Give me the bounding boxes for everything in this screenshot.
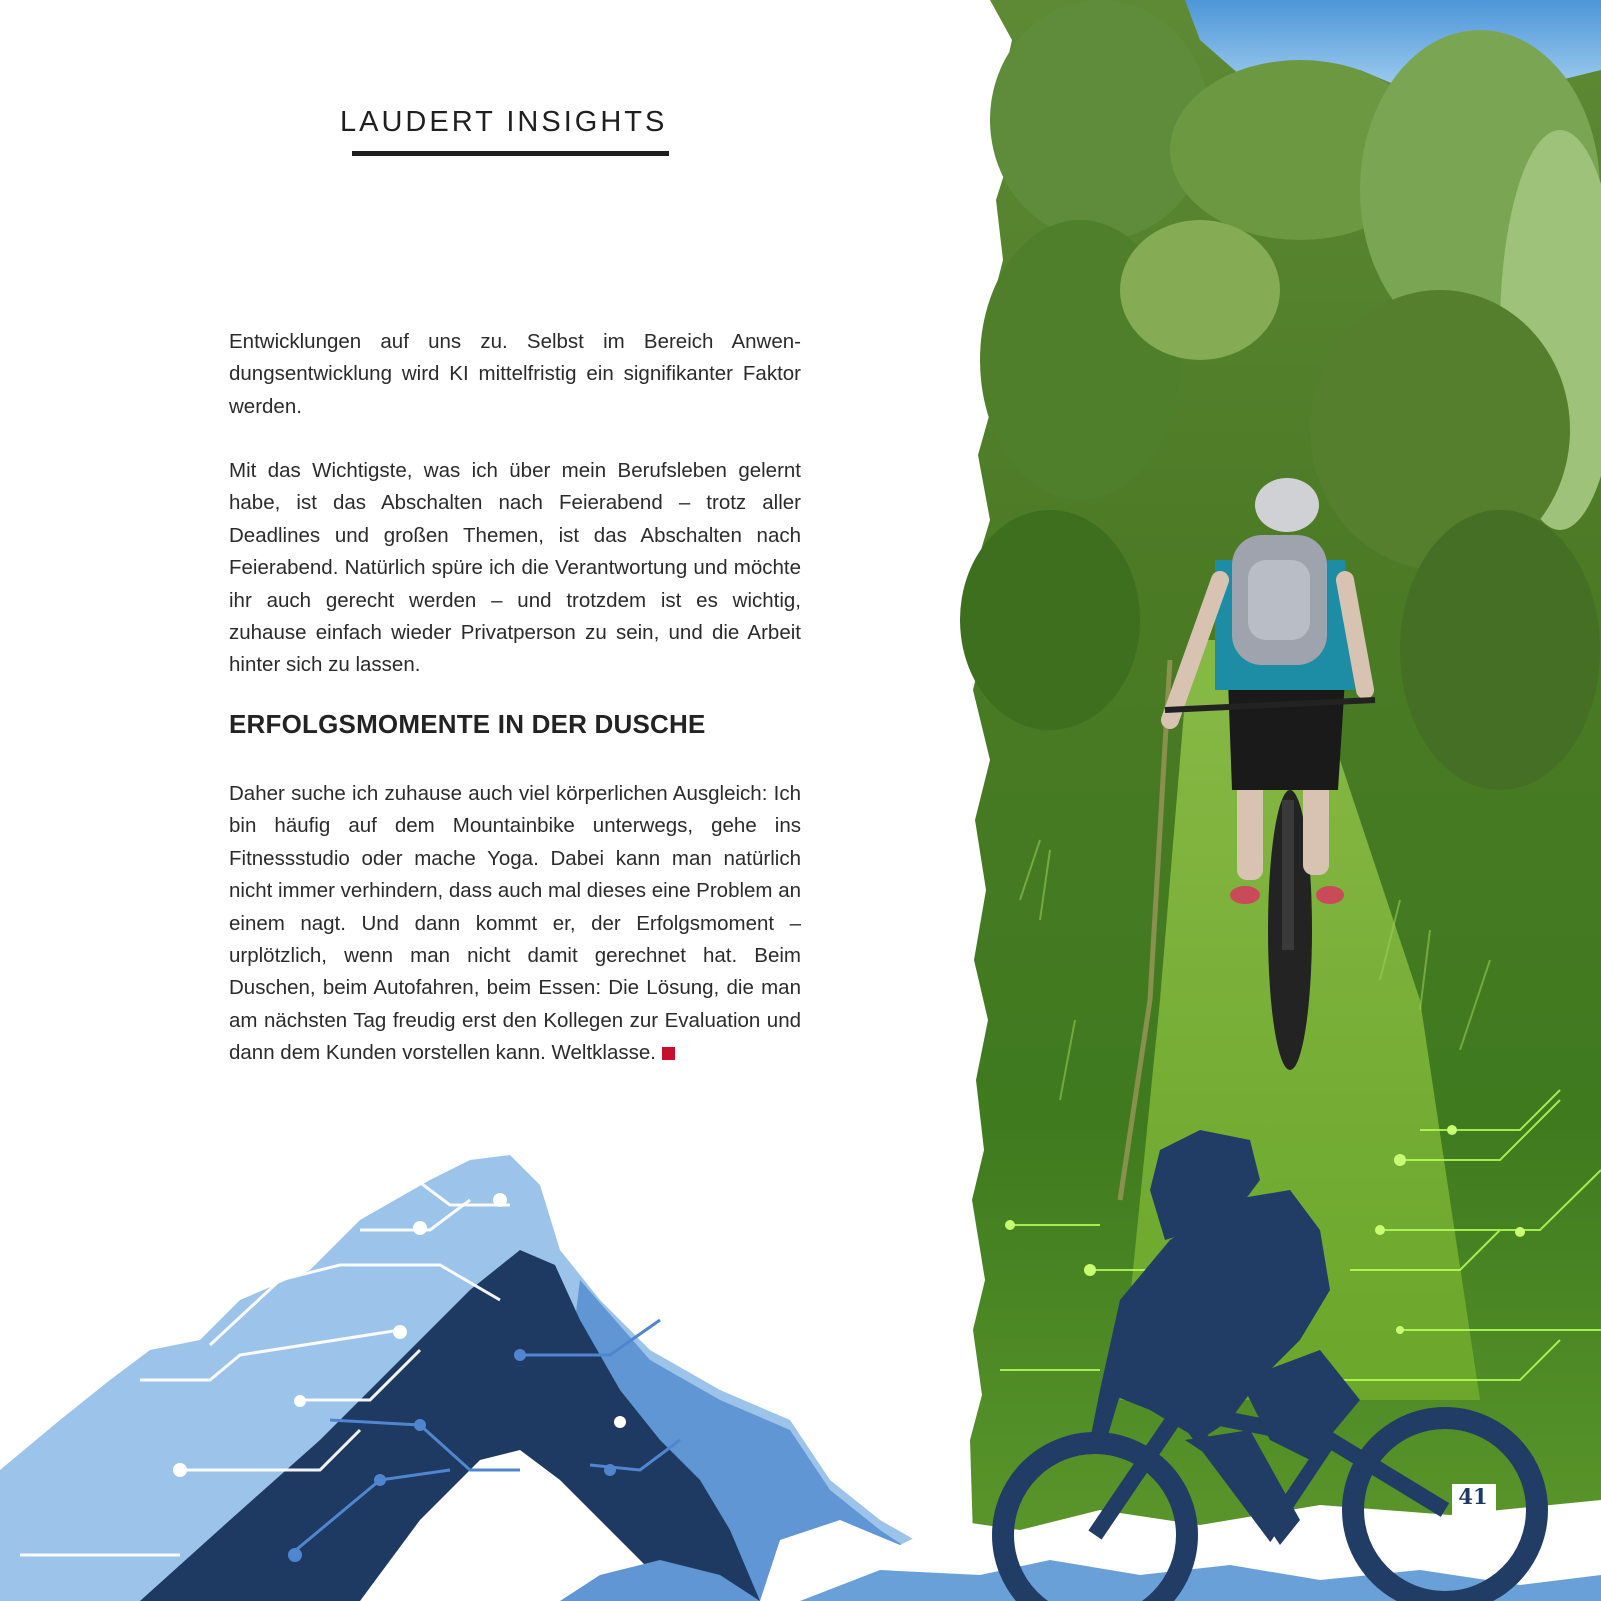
paragraph-1-text: Entwicklungen auf uns zu. Selbst im Bereich Anwendungsentwicklung wird KI mittelfristig ein signifikanter Faktor werden. [229,330,801,418]
page-number: 41 [1458,1484,1488,1509]
paragraph-2 [229,455,801,682]
section-heading: ERFOLGSMOMENTE IN DER DUSCHE [229,709,706,739]
mountain-bike-photo [960,0,1601,1601]
paragraph-2-text: Mit das Wichtigste, was ich über mein Berufsleben gelernt habe, ist das Abschalten nach Feierabend – trotz aller Deadlines und großen Themen, ist das Abschalten nach Feierabend. Natürlich spüre ich die Verantwortung und möchte ihr auch gerecht werden – und trotzdem ist es wichtig, zuhause einfach wieder Privatperson zu sein, und die Arbeit hinter sich zu lassen. [229,459,801,677]
paragraph-3-text: Daher suche ich zuhause auch viel körperlichen Ausgleich: Ich bin häufig auf dem Mountainbike unterwegs, gehe ins Fitnessstudio oder mache Yoga. Dabei kann man natürlich nicht immer verhindern, dass auch mal dieses eine Problem an einem nagt. Und dann kommt er, der Erfolgsmoment – urplötzlich, wenn man nicht damit gerechnet hat. Beim Duschen, beim Autofahren, beim Essen: Die Lösung, die man am nächsten Tag freudig erst den Kollegen zur Evaluation und dann dem Kunden vorstellen kann. Weltklasse. [229,782,801,1065]
paragraph-1 [229,326,801,423]
section-title: LAUDERT INSIGHTS [340,106,668,138]
end-of-article-mark [662,1047,675,1060]
title-underline [352,151,669,156]
paragraph-3 [229,778,801,1070]
